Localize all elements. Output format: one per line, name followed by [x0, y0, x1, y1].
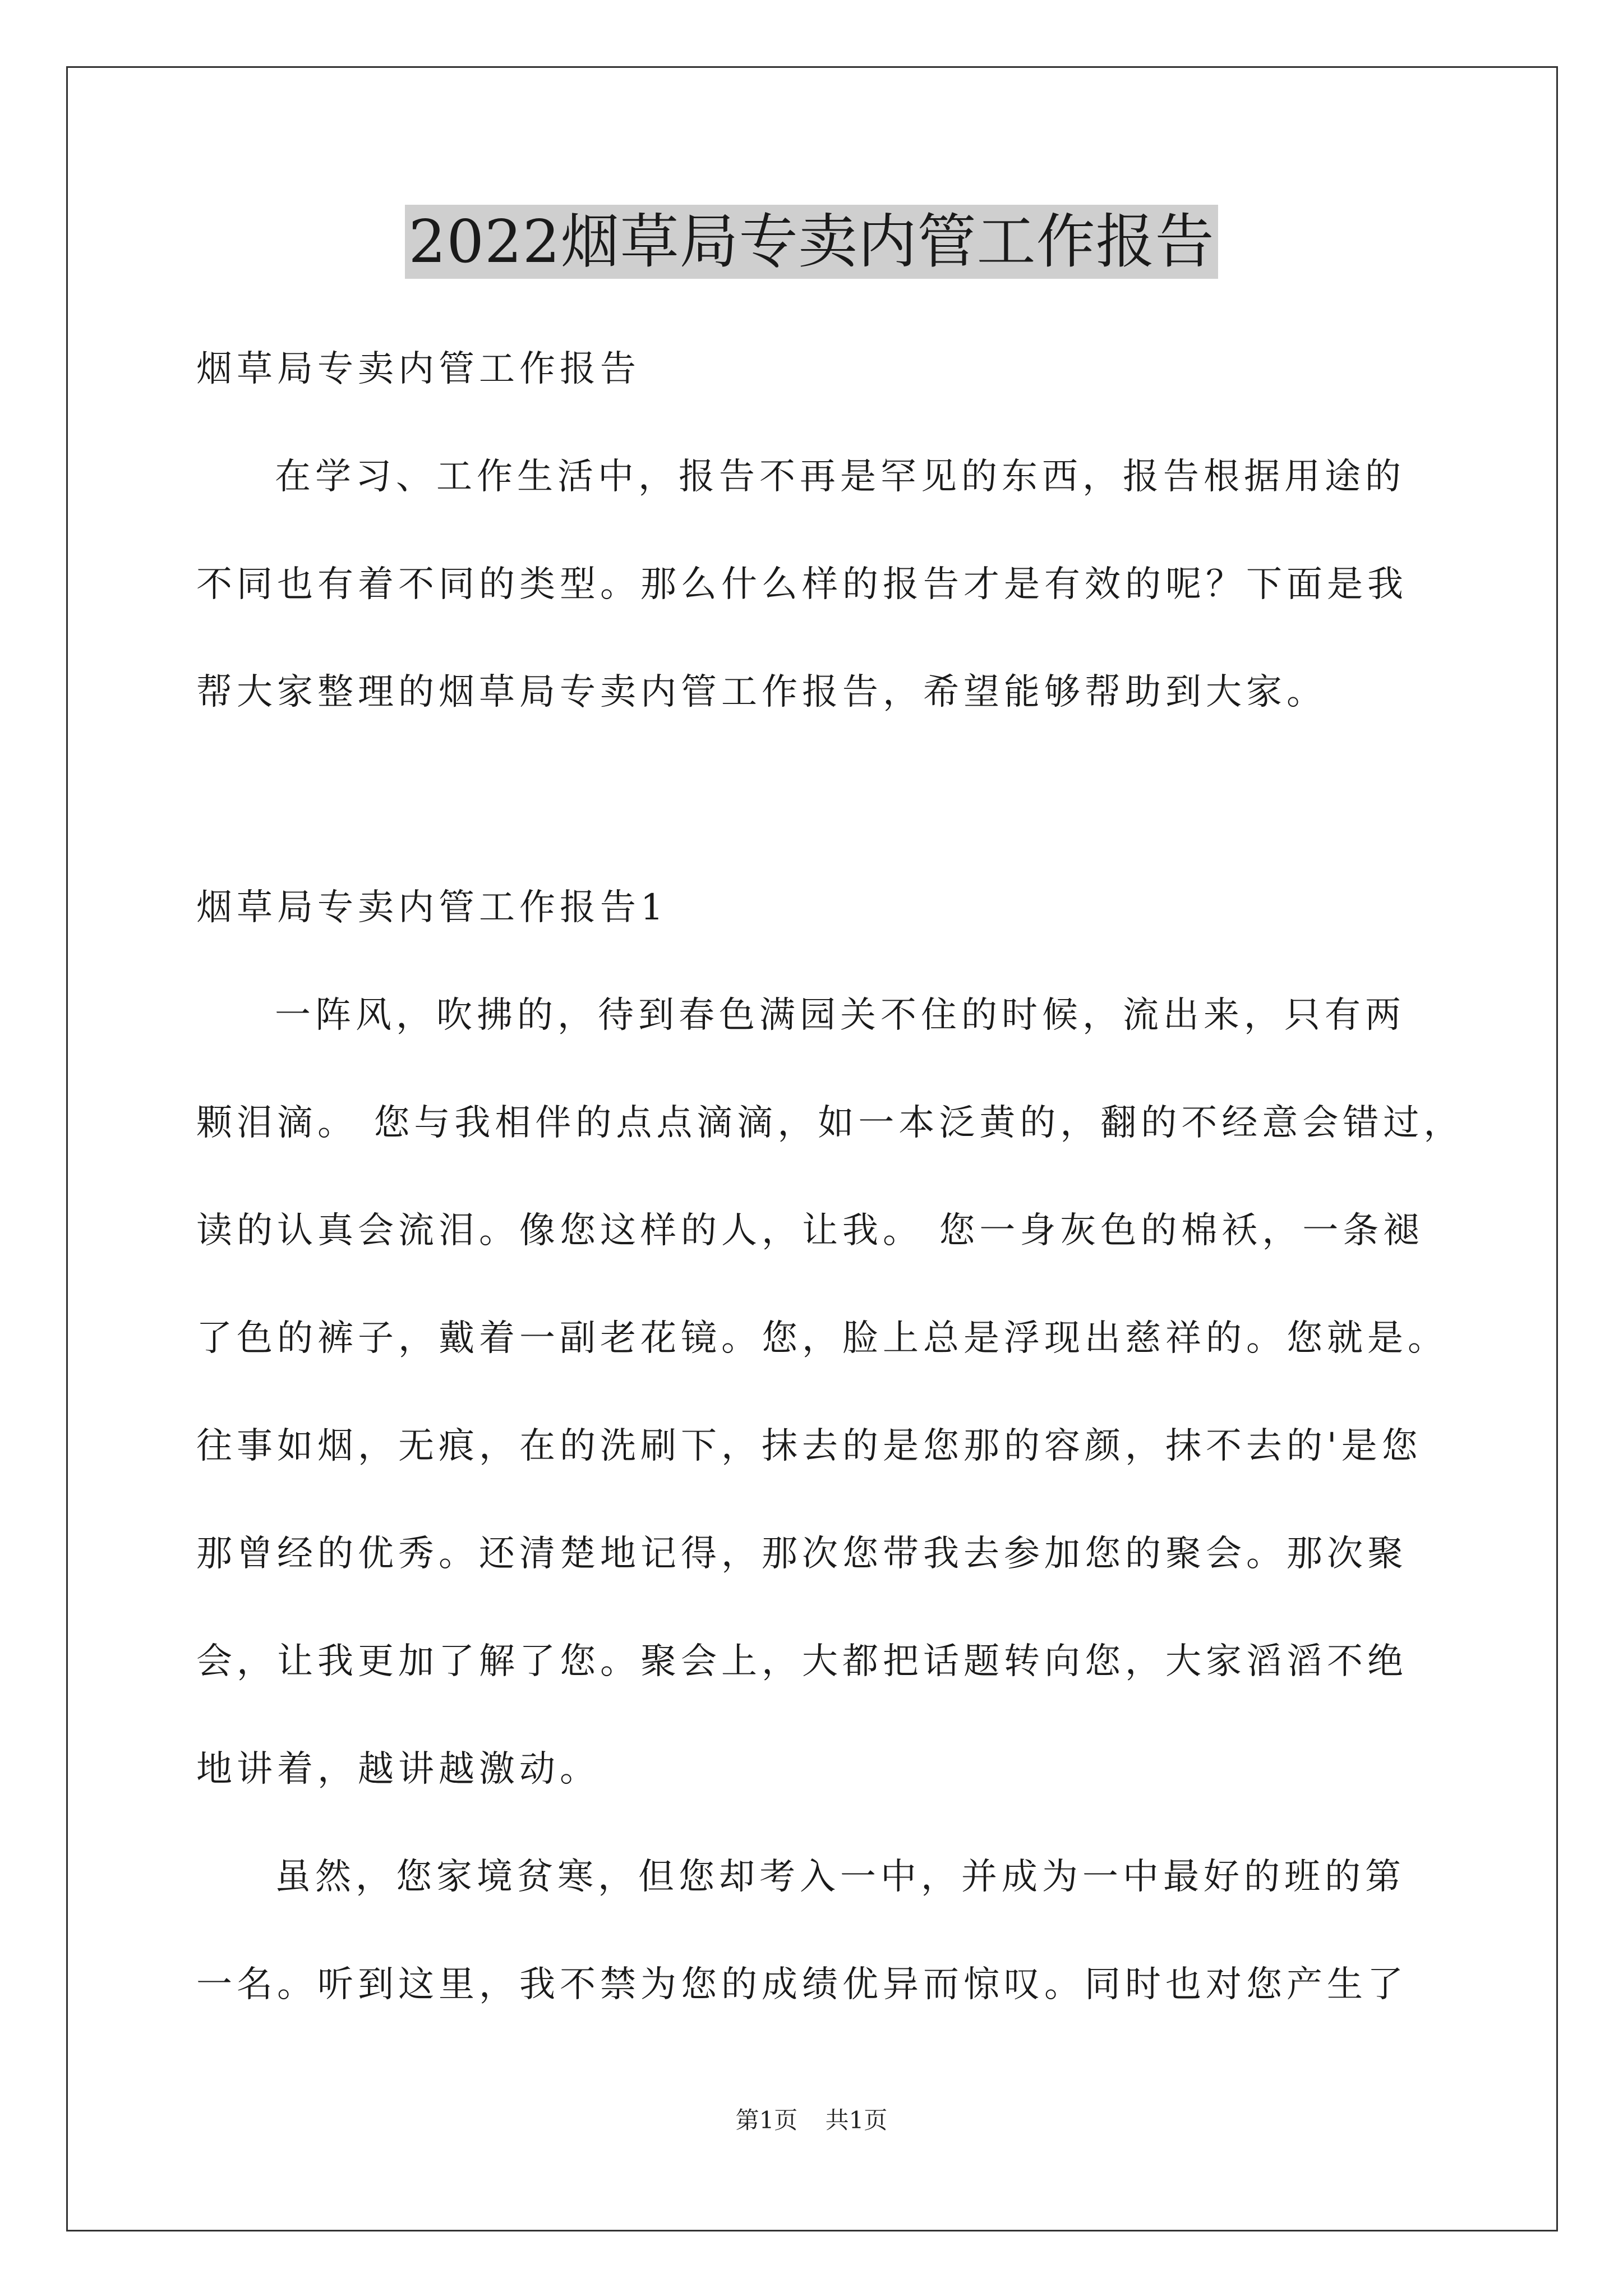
page-number-total: 共1页	[825, 2106, 888, 2134]
title-container	[0, 205, 1623, 279]
paragraph2-line-2: 一名。听到这里，我不禁为您的成绩优异而惊叹。同时也对您产生了	[196, 1964, 1408, 2005]
paragraph1-line-2: 颗泪滴。 您与我相伴的点点滴滴，如一本泛黄的，翻的不经意会错过，	[196, 1102, 1464, 1144]
section-heading: 烟草局专卖内管工作报告1	[196, 887, 668, 928]
document-body	[196, 342, 1464, 2012]
paragraph1-line-5: 往事如烟，无痕，在的洗刷下，抹去的是您那的容颜，抹不去的'是您	[196, 1425, 1422, 1467]
page-number-current: 第1页	[735, 2106, 798, 2134]
document-subtitle: 烟草局专卖内管工作报告	[196, 348, 640, 390]
paragraph1-line-6: 那曾经的优秀。还清楚地记得，那次您带我去参加您的聚会。那次聚	[196, 1533, 1408, 1575]
intro-line-2: 不同也有着不同的类型。那么什么样的报告才是有效的呢？下面是我	[196, 564, 1408, 605]
paragraph1-line-8: 地讲着，越讲越激动。	[196, 1749, 600, 1790]
paragraph2-line-1: 虽然，您家境贫寒，但您却考入一中，并成为一中最好的班的第	[275, 1856, 1405, 1898]
intro-line-1: 在学习、工作生活中，报告不再是罕见的东西，报告根据用途的	[275, 456, 1405, 498]
paragraph1-line-7: 会，让我更加了解了您。聚会上，大都把话题转向您，大家滔滔不绝	[196, 1641, 1408, 1682]
paragraph1-line-1: 一阵风，吹拂的，待到春色满园关不住的时候，流出来，只有两	[275, 995, 1405, 1036]
page-footer	[0, 2105, 1623, 2136]
paragraph1-line-4: 了色的裤子，戴着一副老花镜。您，脸上总是浮现出慈祥的。您就是。	[196, 1318, 1448, 1359]
document-title: 2022烟草局专卖内管工作报告	[405, 205, 1218, 279]
paragraph1-line-3: 读的认真会流泪。像您这样的人，让我。 您一身灰色的棉袄，一条褪	[196, 1210, 1424, 1251]
intro-line-3: 帮大家整理的烟草局专卖内管工作报告，希望能够帮助到大家。	[196, 671, 1327, 713]
